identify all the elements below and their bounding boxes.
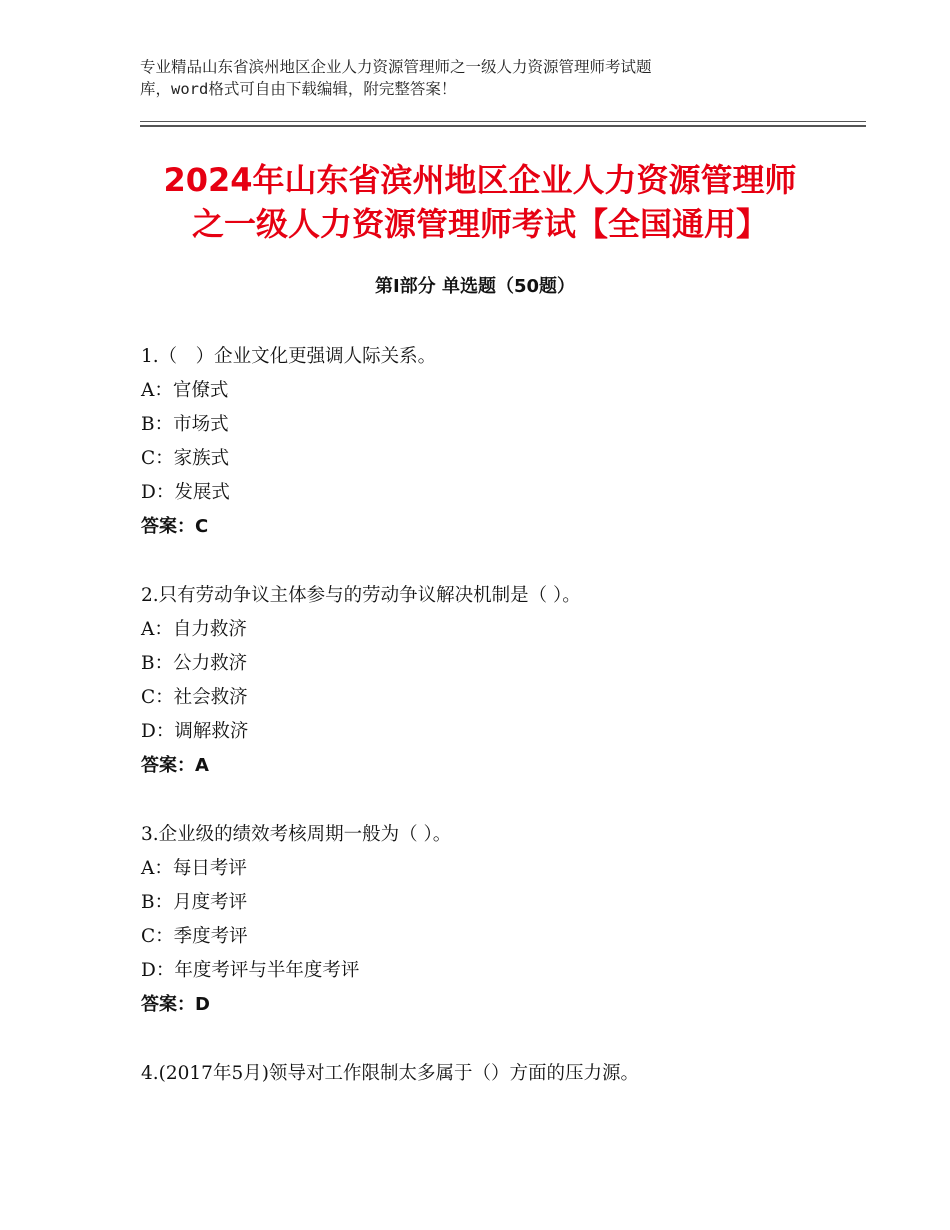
option-d: D：年度考评与半年度考评 xyxy=(141,960,360,981)
header-divider-thick xyxy=(140,125,866,127)
answer-label: 答案：A xyxy=(141,755,209,776)
option-c: C：家族式 xyxy=(141,448,230,469)
option-b: B：月度考评 xyxy=(141,892,248,913)
question-stem: 1.（ ）企业文化更强调人际关系。 xyxy=(141,346,437,367)
option-a: A：官僚式 xyxy=(141,380,229,401)
question-item xyxy=(141,1057,861,1091)
document-title xyxy=(100,158,860,246)
option-d: D：发展式 xyxy=(141,482,230,503)
answer-label: 答案：D xyxy=(141,994,210,1015)
option-a: A：每日考评 xyxy=(141,858,247,879)
question-item xyxy=(141,818,861,1022)
answer-label: 答案：C xyxy=(141,516,209,537)
header-note-line1: 专业精品山东省滨州地区企业人力资源管理师之一级人力资源管理师考试题 xyxy=(140,58,652,76)
header-note-line2: 库，word格式可自由下载编辑，附完整答案！ xyxy=(140,80,457,98)
header-note xyxy=(140,56,780,100)
question-item xyxy=(141,340,861,544)
option-a: A：自力救济 xyxy=(141,619,247,640)
section-heading: 第Ⅰ部分 单选题（50题） xyxy=(374,276,575,297)
option-b: B：公力救济 xyxy=(141,653,248,674)
option-d: D：调解救济 xyxy=(141,721,249,742)
option-b: B：市场式 xyxy=(141,414,229,435)
question-stem: 2.只有劳动争议主体参与的劳动争议解决机制是（ ）。 xyxy=(141,585,581,606)
header-divider-thin xyxy=(140,121,866,122)
option-c: C：季度考评 xyxy=(141,926,248,947)
question-item xyxy=(141,579,861,783)
document-title-line2: 之一级人力资源管理师考试【全国通用】 xyxy=(191,205,768,243)
option-c: C：社会救济 xyxy=(141,687,248,708)
question-stem: 3.企业级的绩效考核周期一般为（ ）。 xyxy=(141,824,452,845)
document-title-line1: 2024年山东省滨州地区企业人力资源管理师 xyxy=(163,161,797,199)
question-stem: 4.(2017年5月)领导对工作限制太多属于（）方面的压力源。 xyxy=(141,1063,639,1084)
